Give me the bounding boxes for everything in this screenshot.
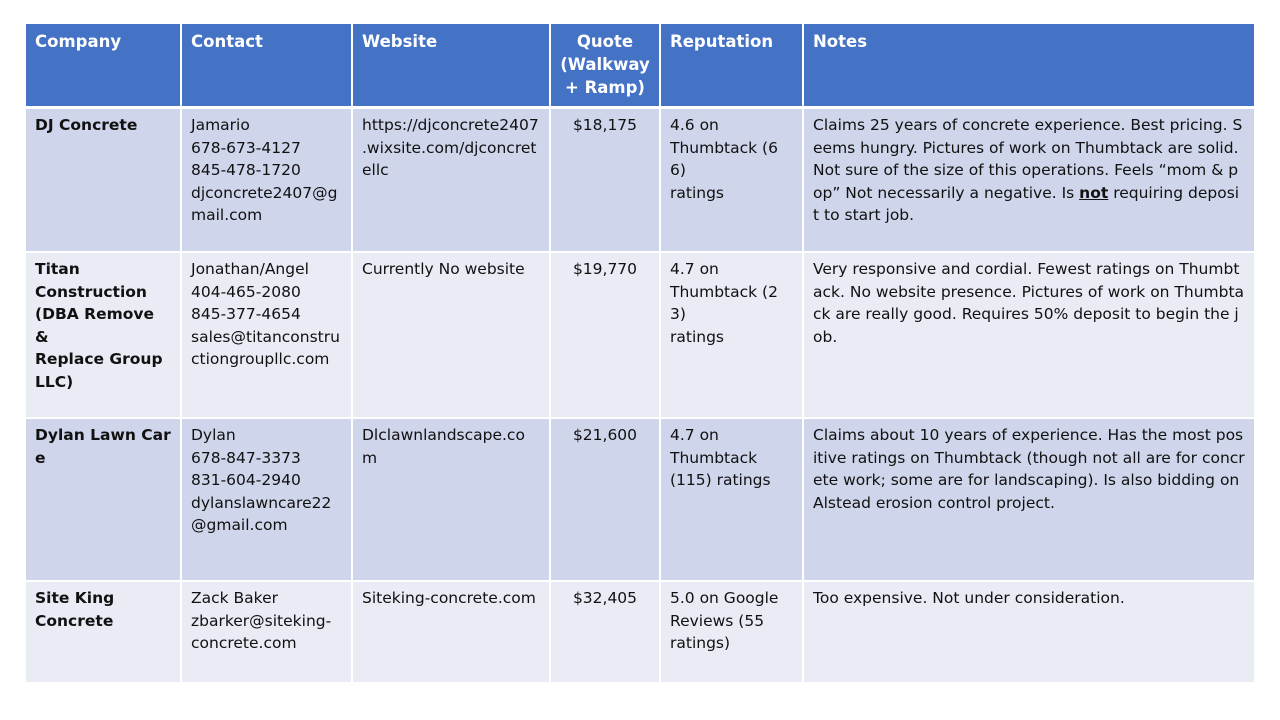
contact-cell-line: concrete.com	[191, 634, 297, 652]
contact-cell	[182, 109, 353, 253]
contact-cell	[182, 582, 353, 682]
reputation-cell-line: 4.7 on	[670, 260, 719, 278]
company-cell	[26, 109, 182, 253]
reputation-cell-line: Thumbtack (23)	[670, 282, 778, 323]
header-quote	[551, 24, 661, 109]
website-cell	[353, 419, 551, 582]
header-website: Website	[353, 24, 551, 109]
quote-cell: $32,405	[551, 582, 661, 682]
notes-cell	[804, 582, 1254, 682]
website-cell-line: ellc	[362, 161, 389, 179]
reputation-cell-line: (115) ratings	[670, 471, 771, 489]
reputation-cell-line: ratings)	[670, 634, 731, 652]
contact-cell-line: 831-604-2940	[191, 471, 301, 489]
company-cell	[26, 253, 182, 419]
website-cell-line: .wixsite.com/djconcret	[362, 138, 537, 157]
header-quote-line: (Walkway	[560, 55, 650, 74]
website-cell-line: Dlclawnlandscape.com	[362, 426, 525, 467]
company-cell-line: Dylan Lawn Care	[35, 426, 171, 467]
company-cell	[26, 419, 182, 582]
company-cell-line: Titan	[35, 260, 80, 278]
website-cell	[353, 582, 551, 682]
notes-cell	[804, 109, 1254, 253]
reputation-cell	[661, 419, 804, 582]
header-quote-line: Quote	[576, 32, 634, 51]
reputation-cell-line: ratings	[670, 183, 724, 202]
contact-cell-line: 845-377-4654	[191, 305, 301, 323]
company-cell-line: Site King	[35, 589, 115, 607]
notes-text: Claims about 10 years of experience. Has the most positive ratings on Thumbtack (though not all are for concrete work; some are for landscaping). Is also bidding on Alstead erosion control project.	[813, 426, 1245, 512]
header-row	[26, 24, 1254, 109]
reputation-cell-line: Reviews (55	[670, 611, 765, 630]
table-row	[26, 109, 1254, 253]
reputation-cell	[661, 109, 804, 253]
contact-cell-line: zbarker@siteking-	[191, 611, 332, 630]
company-cell-line: LLC)	[35, 372, 74, 391]
header-company: Company	[26, 24, 182, 109]
reputation-cell	[661, 253, 804, 419]
reputation-cell-line: Thumbtack	[670, 448, 758, 467]
website-cell	[353, 253, 551, 419]
notes-text: Claims 25 years of concrete experience. Best pricing. Seems hungry. Pictures of work on Thumbtack are solid. Not sure of the size of this operations. Feels “mom & pop” Not necessarily a negative. Is	[813, 116, 1243, 202]
comparison-table	[26, 24, 1254, 682]
company-cell-line: Replace Group	[35, 350, 163, 368]
table-row	[26, 253, 1254, 419]
notes-text: requiring deposit to start job.	[813, 183, 1240, 224]
company-cell-line: Construction	[35, 282, 147, 301]
contact-cell-line: ctiongroupllc.com	[191, 350, 330, 368]
company-cell-line: Concrete	[35, 611, 114, 630]
reputation-cell-line: Thumbtack (66)	[670, 138, 778, 179]
table-row	[26, 582, 1254, 682]
contact-cell-line: 678-673-4127	[191, 138, 301, 157]
company-cell-line: DJ Concrete	[35, 116, 138, 134]
contact-cell-line: dylanslawncare22	[191, 493, 332, 512]
quote-cell: $21,600	[551, 419, 661, 582]
reputation-cell-line: ratings	[670, 327, 724, 346]
contact-cell-line: @gmail.com	[191, 516, 288, 534]
contact-cell-line: 678-847-3373	[191, 448, 301, 467]
table-row	[26, 419, 1254, 582]
notes-cell	[804, 253, 1254, 419]
contact-cell	[182, 419, 353, 582]
reputation-cell-line: 5.0 on Google	[670, 589, 779, 607]
company-cell	[26, 582, 182, 682]
website-cell	[353, 109, 551, 253]
contact-cell-line: mail.com	[191, 206, 263, 224]
contact-cell-line: djconcrete2407@g	[191, 183, 338, 202]
contact-cell-line: Jamario	[191, 116, 250, 134]
contact-cell-line: Zack Baker	[191, 589, 279, 607]
notes-cell	[804, 419, 1254, 582]
contact-cell-line: 845-478-1720	[191, 161, 301, 179]
contact-cell	[182, 253, 353, 419]
reputation-cell-line: 4.6 on	[670, 116, 719, 134]
website-cell-line: https://djconcrete2407	[362, 116, 539, 134]
header-contact: Contact	[182, 24, 353, 109]
quote-cell: $19,770	[551, 253, 661, 419]
reputation-cell-line: 4.7 on	[670, 426, 719, 444]
contact-cell-line: 404-465-2080	[191, 282, 301, 301]
notes-text: Very responsive and cordial. Fewest ratings on Thumbtack. No website presence. Pictures of work on Thumbtack are really good. Requires 50% deposit to begin the job.	[813, 260, 1245, 346]
notes-emphasis: not	[1079, 183, 1109, 202]
reputation-cell	[661, 582, 804, 682]
header-notes: Notes	[804, 24, 1254, 109]
notes-text: Too expensive. Not under consideration.	[813, 589, 1125, 607]
contact-cell-line: sales@titanconstru	[191, 327, 340, 346]
website-cell-line: Currently No website	[362, 260, 525, 278]
contact-cell-line: Jonathan/Angel	[191, 260, 309, 278]
quote-cell: $18,175	[551, 109, 661, 253]
header-reputation: Reputation	[661, 24, 804, 109]
website-cell-line: Siteking-concrete.com	[362, 589, 536, 607]
company-cell-line: (DBA Remove &	[35, 305, 155, 346]
contact-cell-line: Dylan	[191, 426, 236, 444]
header-quote-line: + Ramp)	[565, 78, 645, 97]
